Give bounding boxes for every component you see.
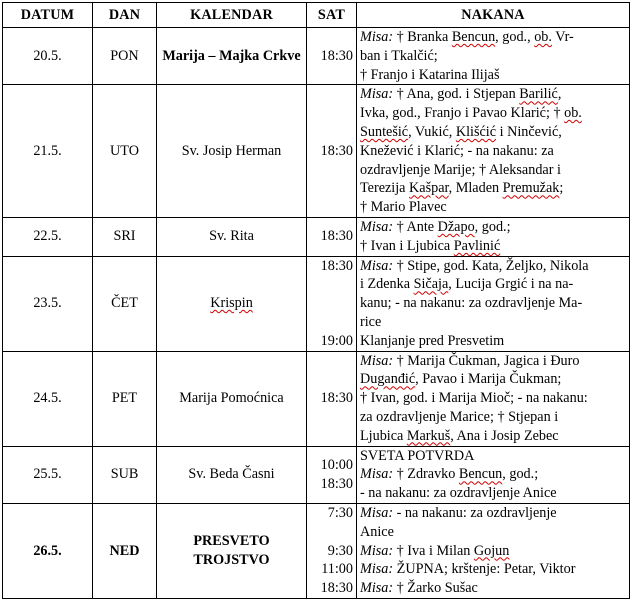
time-cell <box>307 28 357 85</box>
calendar-cell: Sv. Beda Časni <box>157 446 307 503</box>
time-cell <box>307 85 357 218</box>
time-value: 10:00 <box>320 456 353 473</box>
calendar-cell: Sv. Rita <box>157 217 307 256</box>
header-dan: DAN <box>93 3 157 28</box>
schedule-table <box>2 2 630 599</box>
date-cell: 22.5. <box>3 217 93 256</box>
intention-line: rice <box>360 313 382 330</box>
intention-line: Misa: ŽUPNA; krštenje: Petar, Viktor <box>360 561 576 578</box>
calendar-name: Krispin <box>210 295 253 312</box>
time-cell <box>307 217 357 256</box>
intention-cell <box>357 85 630 218</box>
table-row <box>3 503 630 598</box>
date-cell: 26.5. <box>3 503 93 598</box>
day-cell: UTO <box>93 85 157 218</box>
intention-line: Suntešić, Vukić, Klišćić i Ninčević, <box>360 123 562 140</box>
intention-line: Misa: † Ante Džapo, god.; <box>360 218 511 235</box>
intention-line: Misa: † Marija Čukman, Jagica i Đuro <box>360 352 580 369</box>
table-row <box>3 28 630 85</box>
day-cell: SUB <box>93 446 157 503</box>
time-value: 18:30 <box>320 390 353 407</box>
intention-line: ban i Tkalčić; <box>360 47 438 64</box>
time-value: 18:30 <box>320 47 353 64</box>
time-gap <box>310 313 353 332</box>
intention-line: kanu; - na nakanu: za ozdravljenje Ma- <box>360 295 583 312</box>
calendar-cell: Sv. Josip Herman <box>157 85 307 218</box>
intention-line: Misa: † Ana, god. i Stjepan Barilić, <box>360 86 562 103</box>
intention-line: † Ivan, god. i Marija Mioč; - na nakanu: <box>360 390 588 407</box>
table-row <box>3 217 630 256</box>
intention-line: Knežević i Klarić; - na nakanu: za <box>360 142 554 159</box>
intention-line: † Franjo i Katarina Ilijaš <box>360 66 500 83</box>
date-cell: 24.5. <box>3 351 93 446</box>
intention-line: † Ivan i Ljubica Pavlinić <box>360 237 501 254</box>
intention-cell <box>357 503 630 598</box>
intention-line: Misa: † Žarko Sušac <box>360 580 478 597</box>
table-row <box>3 256 630 351</box>
time-value: 18:30 <box>320 580 353 597</box>
table-row <box>3 446 630 503</box>
time-cell <box>307 351 357 446</box>
intention-line: i Zdenka Sičaja, Lucija Grgić i na na- <box>360 276 574 293</box>
calendar-cell: Marija Pomoćnica <box>157 351 307 446</box>
intention-line: Misa: † Zdravko Bencun, god.; <box>360 466 539 483</box>
intention-line: Terezija Kašpar, Mladen Premužak; <box>360 180 564 197</box>
intention-line: † Mario Plavec <box>360 199 447 216</box>
day-cell: SRI <box>93 217 157 256</box>
table-row <box>3 85 630 218</box>
calendar-name: PRESVETO TROJSTVO <box>193 533 270 568</box>
intention-cell <box>357 446 630 503</box>
header-datum: DATUM <box>3 3 93 28</box>
day-cell: PET <box>93 351 157 446</box>
date-cell: 21.5. <box>3 85 93 218</box>
header-nakana: NAKANA <box>357 3 630 28</box>
intention-cell <box>357 28 630 85</box>
time-value: 18:30 <box>320 142 353 159</box>
time-value: 18:30 <box>320 475 353 492</box>
date-cell: 25.5. <box>3 446 93 503</box>
time-gap <box>310 275 353 294</box>
intention-line: ozdravljenje Marije; † Aleksandar i <box>360 161 561 178</box>
header-kalendar: KALENDAR <box>157 3 307 28</box>
intention-cell <box>357 217 630 256</box>
time-cell <box>307 256 357 351</box>
time-gap <box>310 523 353 542</box>
day-cell: NED <box>93 503 157 598</box>
time-value: 9:30 <box>327 542 353 559</box>
header-row <box>3 3 630 28</box>
intention-line: Misa: † Iva i Milan Gojun <box>360 542 510 559</box>
time-gap <box>310 294 353 313</box>
time-cell <box>307 503 357 598</box>
intention-line: Misa: † Branka Bencun, god., ob. Vr- <box>360 29 574 45</box>
calendar-cell: Marija – Majka Crkve <box>157 28 307 85</box>
time-value: 19:00 <box>320 332 353 349</box>
intention-line: Misa: † Stipe, god. Kata, Željko, Nikola <box>360 257 589 274</box>
header-sat: SAT <box>307 3 357 28</box>
intention-cell <box>357 256 630 351</box>
time-value: 7:30 <box>327 504 353 521</box>
day-cell: PON <box>93 28 157 85</box>
intention-line: Misa: - na nakanu: za ozdravljenje <box>360 504 557 521</box>
intention-line: Ljubica Markuš, Ana i Josip Zebec <box>360 427 559 444</box>
intention-line: Duganđić, Pavao i Marija Čukman; <box>360 371 562 388</box>
intention-line: za ozdravljenje Marice; † Stjepan i <box>360 408 559 425</box>
intention-line: - na nakanu: za ozdravljenje Anice <box>360 485 557 502</box>
intention-line: SVETA POTVRDA <box>360 447 475 464</box>
date-cell: 23.5. <box>3 256 93 351</box>
calendar-cell <box>157 256 307 351</box>
intention-cell <box>357 351 630 446</box>
intention-line: Anice <box>360 523 394 540</box>
time-value: 18:30 <box>320 228 353 245</box>
day-cell: ČET <box>93 256 157 351</box>
intention-line: Klanjanje pred Presvetim <box>360 332 505 349</box>
time-value: 11:00 <box>321 561 353 578</box>
date-cell: 20.5. <box>3 28 93 85</box>
table-row <box>3 351 630 446</box>
time-value: 18:30 <box>320 257 353 274</box>
calendar-cell <box>157 503 307 598</box>
time-cell <box>307 446 357 503</box>
intention-line: Ivka, god., Franjo i Pavao Klarić; † ob. <box>360 105 582 122</box>
